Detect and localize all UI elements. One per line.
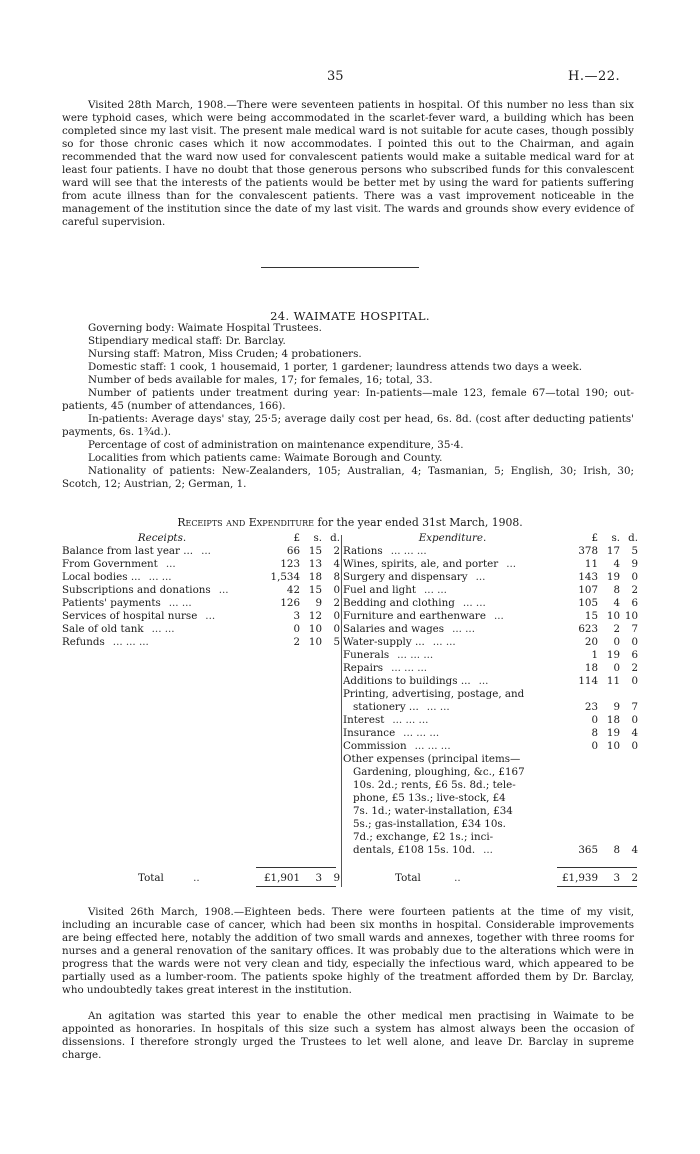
expenditure-pence: 0 [631, 571, 638, 583]
shillings-heading: s. [313, 532, 322, 544]
expenditure-table [343, 532, 638, 857]
receipts-leader-dots: ... [165, 558, 176, 570]
expenditure-row [343, 636, 638, 649]
expenditure-sum-rule [557, 867, 637, 868]
receipts-shillings: 13 [308, 558, 322, 570]
receipts-row [62, 545, 340, 558]
expenditure-leader-dots: ... ... ... [392, 714, 429, 726]
expenditure-row [343, 675, 638, 688]
expenditure-pence [620, 818, 638, 831]
receipts-total-label: Total [138, 872, 164, 884]
expenditure-leader-dots: ... ... [452, 623, 475, 635]
expenditure-row [343, 649, 638, 662]
expenditure-pence: 5 [631, 545, 638, 557]
receipts-leader-dots: ... [218, 584, 229, 596]
info-localities: Localities from which patients came: Waimate Borough and County. [88, 452, 443, 464]
previous-visit-paragraph: Visited 28th March, 1908.—There were seventeen patients in hospital. Of this number no less than six were typhoid cases, which were being accommodated in the scarlet-fever ward, a building which has been completed since my last visit. The present male medical ward is not suitable for acute cases, though possibly so for those chronic cases which it now accommodates. I pointed this out to the Chairman, and again recommended that the ward now used for convalescent patients would make a suitable medical ward for at least four patients. I have no doubt that those generous persons who subscribed funds for this convalescent ward will see that the interests of the patients would be better met by using the ward for patients suffering from acute illness than for the convalescent patients. There was a vast improvement noticeable in the management of the institution since the date of my last visit. The wards and grounds show every evidence of careful supervision. [62, 99, 634, 228]
document-reference: H.—22. [568, 69, 621, 84]
receipts-total-pounds: £1,901 [263, 872, 300, 884]
expenditure-pounds [562, 831, 598, 844]
expenditure-row [343, 792, 638, 805]
expenditure-pence [620, 805, 638, 818]
receipts-pence: 2 [333, 545, 340, 557]
expenditure-pounds: 15 [584, 610, 598, 622]
expenditure-shillings: 10 [606, 610, 620, 622]
expenditure-label: 7s. 1d.; water-installation, £34 [353, 805, 513, 817]
expenditure-total-rule [557, 886, 637, 887]
info-in-patients: In-patients: Average days' stay, 25·5; average daily cost per head, 6s. 8d. (cost after deducting patients' payments, 6s. 1¾d.). [62, 413, 634, 438]
section-divider [261, 267, 419, 268]
receipts-row [62, 610, 340, 623]
expenditure-pence: 10 [624, 610, 638, 622]
receipts-table [62, 532, 340, 649]
receipts-pounds: 2 [293, 636, 300, 648]
expenditure-pounds: 20 [584, 636, 598, 648]
expenditure-label: Interest [343, 714, 385, 726]
expenditure-pounds: 1 [591, 649, 598, 661]
expenditure-pence [620, 792, 638, 805]
receipts-row [62, 623, 340, 636]
receipts-label: Sale of old tank [62, 623, 144, 635]
expenditure-pounds: 107 [578, 584, 598, 596]
expenditure-shillings: 4 [613, 558, 620, 570]
receipts-shillings: 10 [308, 623, 322, 635]
expenditure-pence: 0 [631, 675, 638, 687]
receipts-heading: Receipts. [137, 532, 187, 544]
expenditure-shillings: 19 [606, 649, 620, 661]
expenditure-pounds [562, 753, 598, 766]
expenditure-label: Additions to buildings ... [343, 675, 471, 687]
expenditure-shillings: 17 [606, 545, 620, 557]
receipts-header-row [62, 532, 340, 545]
receipts-pence: 4 [333, 558, 340, 570]
expenditure-row [343, 584, 638, 597]
expenditure-pence [620, 753, 638, 766]
expenditure-pence: 4 [631, 844, 638, 856]
expenditure-pounds: 11 [584, 558, 598, 570]
receipts-label: Local bodies ... [62, 571, 141, 583]
receipts-leader-dots: ... ... [148, 571, 172, 583]
expenditure-pence: 7 [631, 623, 638, 635]
expenditure-shillings: 11 [606, 675, 620, 687]
receipts-pence: 8 [333, 571, 340, 583]
receipts-total-pence: 9 [333, 872, 340, 884]
expenditure-row [343, 623, 638, 636]
expenditure-shillings [598, 818, 620, 831]
expenditure-row [343, 831, 638, 844]
expenditure-row [343, 662, 638, 675]
pounds-heading: £ [293, 532, 300, 544]
expenditure-pounds: 143 [578, 571, 598, 583]
expenditure-row [343, 571, 638, 584]
receipts-total-rule [256, 886, 336, 887]
receipts-pence: 5 [333, 636, 340, 648]
expenditure-shillings: 19 [606, 727, 620, 739]
expenditure-shillings: 0 [613, 662, 620, 674]
expenditure-row [343, 740, 638, 753]
expenditure-leader-dots: ... ... [462, 597, 486, 609]
expenditure-pence [620, 831, 638, 844]
expenditure-shillings: 10 [606, 740, 620, 752]
receipts-row [62, 571, 340, 584]
expenditure-pounds: 0 [591, 714, 598, 726]
expenditure-pounds [562, 818, 598, 831]
receipts-label: From Government [62, 558, 158, 570]
receipts-pence: 2 [333, 597, 340, 609]
receipts-shillings: 10 [308, 636, 322, 648]
receipts-pounds: 0 [293, 623, 300, 635]
expenditure-shillings: 2 [613, 623, 620, 635]
expenditure-leader-dots: ... ... ... [390, 545, 427, 557]
accounts-title-rest: for the year ended 31st March, 1908. [314, 516, 523, 529]
receipts-label: Refunds [62, 636, 105, 648]
receipts-shillings: 15 [308, 584, 322, 596]
expenditure-pounds: 0 [591, 740, 598, 752]
expenditure-pounds: 365 [578, 844, 598, 856]
expenditure-heading: Expenditure. [418, 532, 487, 544]
receipts-label: Balance from last year ... [62, 545, 194, 557]
table-divider [341, 535, 342, 887]
info-governing-body: Governing body: Waimate Hospital Trustees. [88, 322, 322, 334]
receipts-row [62, 558, 340, 571]
info-patients: Number of patients under treatment during year: In-patients—male 123, female 67—total 190; out-patients, 45 (number of attendances, 166). [62, 387, 634, 412]
expenditure-row [343, 727, 638, 740]
expenditure-row [343, 779, 638, 792]
expenditure-shillings [598, 831, 620, 844]
expenditure-label: Water-supply ... [343, 636, 425, 648]
expenditure-pounds: 105 [578, 597, 598, 609]
expenditure-row [343, 610, 638, 623]
expenditure-leader-dots: ... ... ... [414, 740, 451, 752]
receipts-leader-dots: ... [201, 545, 211, 557]
expenditure-pence: 0 [631, 740, 638, 752]
expenditure-leader-dots: ... ... ... [397, 649, 434, 661]
expenditure-pence [620, 766, 638, 779]
expenditure-leader-dots: ... ... [426, 701, 450, 713]
expenditure-label: Other expenses (principal items— [343, 753, 521, 765]
expenditure-shillings: 0 [613, 636, 620, 648]
expenditure-shillings: 18 [606, 714, 620, 726]
expenditure-row [343, 818, 638, 831]
expenditure-shillings [598, 805, 620, 818]
expenditure-total-row [343, 872, 638, 885]
info-admin-cost: Percentage of cost of administration on maintenance expenditure, 35·4. [88, 439, 464, 451]
expenditure-pence: 0 [631, 636, 638, 648]
expenditure-pounds: 23 [584, 701, 598, 713]
expenditure-pence: 6 [631, 597, 638, 609]
expenditure-pence [620, 779, 638, 792]
expenditure-pounds [562, 779, 598, 792]
expenditure-total-shillings: 3 [613, 872, 620, 884]
visit-paragraph: Visited 26th March, 1908.—Eighteen beds. There were fourteen patients at the time of my visit, including an incurable case of cancer, which had been six months in hospital. Considerable improvements are being effected here, notably the addition of two small wards and annexes, together with three rooms for nurses and a general renovation of the sanitary offices. It was probably due to the alterations which were in progress that the wards were not very clean and tidy, especially the infectious ward, which appeared to be partially used as a lumber-room. The patients spoke highly of the treatment afforded them by Dr. Barclay, who undoubtedly takes great interest in the institution. [62, 906, 634, 996]
receipts-leader-dots: ... ... [151, 623, 175, 635]
expenditure-pence: 9 [631, 558, 638, 570]
receipts-row [62, 597, 340, 610]
expenditure-leader-dots: ... [475, 571, 486, 583]
receipts-pounds: 123 [280, 558, 300, 570]
expenditure-row [343, 597, 638, 610]
expenditure-pounds [562, 805, 598, 818]
receipts-label: Services of hospital nurse [62, 610, 198, 622]
receipts-pence: 0 [333, 623, 340, 635]
expenditure-shillings [598, 766, 620, 779]
expenditure-pounds [562, 792, 598, 805]
expenditure-pounds: 114 [578, 675, 598, 687]
expenditure-label: 10s. 2d.; rents, £6 5s. 8d.; tele- [353, 779, 516, 791]
receipts-pounds: 126 [280, 597, 300, 609]
expenditure-shillings [598, 792, 620, 805]
expenditure-row [343, 753, 638, 766]
receipts-pounds: 3 [293, 610, 300, 622]
receipts-total-row [62, 872, 340, 885]
info-medical-staff: Stipendiary medical staff: Dr. Barclay. [88, 335, 286, 347]
expenditure-shillings: 19 [606, 571, 620, 583]
receipts-sum-rule [256, 867, 336, 868]
expenditure-pence: 2 [631, 662, 638, 674]
accounts-title [0, 516, 700, 529]
expenditure-shillings: 9 [613, 701, 620, 713]
pounds-heading: £ [591, 532, 598, 544]
receipts-leader-dots: ... ... [168, 597, 192, 609]
expenditure-shillings [598, 779, 620, 792]
receipts-label: Subscriptions and donations [62, 584, 211, 596]
expenditure-total-pounds: £1,939 [562, 872, 599, 884]
receipts-shillings: 18 [308, 571, 322, 583]
expenditure-leader-dots: ... ... ... [391, 662, 428, 674]
expenditure-leader-dots: ... ... [424, 584, 447, 596]
expenditure-leader-dots: ... [493, 610, 504, 622]
expenditure-leader-dots: ... [478, 675, 489, 687]
expenditure-label: Commission [343, 740, 407, 752]
shillings-heading: s. [611, 532, 620, 544]
receipts-pence: 0 [333, 610, 340, 622]
expenditure-pounds: 378 [578, 545, 598, 557]
expenditure-shillings: 8 [613, 844, 620, 856]
pence-heading: d. [330, 532, 340, 544]
hospital-title: 24. WAIMATE HOSPITAL. [270, 309, 430, 323]
expenditure-label: Bedding and clothing [343, 597, 455, 609]
expenditure-label: Funerals [343, 649, 390, 661]
expenditure-label: Salaries and wages [343, 623, 445, 635]
receipts-pounds: 66 [286, 545, 300, 557]
expenditure-label: Wines, spirits, ale, and porter [343, 558, 499, 570]
receipts-shillings: 9 [315, 597, 322, 609]
expenditure-row [343, 805, 638, 818]
receipts-pounds: 42 [286, 584, 300, 596]
expenditure-leader-dots: ... ... [432, 636, 456, 648]
expenditure-label: Repairs [343, 662, 384, 674]
receipts-shillings: 15 [308, 545, 322, 557]
expenditure-label: 5s.; gas-installation, £34 10s. [353, 818, 506, 830]
receipts-total-dots: .. [193, 872, 200, 884]
info-beds: Number of beds available for males, 17; for females, 16; total, 33. [88, 374, 433, 386]
expenditure-label: Fuel and light [343, 584, 417, 596]
expenditure-pence: 7 [631, 701, 638, 713]
expenditure-row [343, 558, 638, 571]
expenditure-row [343, 701, 638, 714]
hospital-info-list [62, 322, 634, 491]
expenditure-row [343, 844, 638, 857]
expenditure-rows [343, 545, 638, 857]
expenditure-label: Furniture and earthenware [343, 610, 486, 622]
expenditure-row [343, 688, 638, 701]
expenditure-shillings: 4 [613, 597, 620, 609]
receipts-leader-dots: ... ... ... [112, 636, 149, 648]
accounts-title-main: Receipts and Expenditure [177, 516, 315, 529]
expenditure-label: Rations [343, 545, 383, 557]
info-nationality: Nationality of patients: New-Zealanders, 105; Australian, 4; Tasmanian, 5; English, 30; Irish, 30; Scotch, 12; Austrian, 2; German, 1. [62, 465, 634, 490]
receipts-shillings: 12 [308, 610, 322, 622]
expenditure-label: 7d.; exchange, £2 1s.; inci- [353, 831, 494, 843]
expenditure-leader-dots: ... ... ... [403, 727, 440, 739]
expenditure-total-pence: 2 [631, 872, 638, 884]
expenditure-leader-dots: ... [483, 844, 493, 856]
info-domestic-staff: Domestic staff: 1 cook, 1 housemaid, 1 porter, 1 gardener; laundress attends two days a week. [88, 361, 583, 373]
pence-heading: d. [628, 532, 638, 544]
expenditure-shillings [598, 753, 620, 766]
receipts-pounds: 1,534 [270, 571, 300, 583]
receipts-label: Patients' payments [62, 597, 161, 609]
expenditure-row [343, 545, 638, 558]
expenditure-label: Printing, advertising, postage, and [343, 688, 525, 700]
expenditure-label: Surgery and dispensary [343, 571, 468, 583]
expenditure-pence [620, 688, 638, 701]
expenditure-label: Gardening, ploughing, &c., £167 [353, 766, 525, 778]
expenditure-pounds: 18 [584, 662, 598, 674]
receipts-total-shillings: 3 [315, 872, 322, 884]
expenditure-total-label: Total [395, 872, 421, 884]
expenditure-pounds: 623 [578, 623, 598, 635]
expenditure-header-row [343, 532, 638, 545]
expenditure-label: stationery ... [353, 701, 419, 713]
receipts-row [62, 584, 340, 597]
receipts-pence: 0 [333, 584, 340, 596]
expenditure-row [343, 766, 638, 779]
info-nursing-staff: Nursing staff: Matron, Miss Cruden; 4 probationers. [88, 348, 362, 360]
expenditure-label: Insurance [343, 727, 396, 739]
expenditure-label: phone, £5 13s.; live-stock, £4 [353, 792, 506, 804]
expenditure-pence: 0 [631, 714, 638, 726]
agitation-paragraph: An agitation was started this year to enable the other medical men practising in Waimate to be appointed as honoraries. In hospitals of this size such a system has almost always been the occasion of dissensions. I therefore strongly urged the Trustees to let well alone, and leave Dr. Barclay in supreme charge. [62, 1010, 634, 1061]
expenditure-pounds [562, 766, 598, 779]
expenditure-pence: 2 [631, 584, 638, 596]
receipts-row [62, 636, 340, 649]
expenditure-shillings: 8 [613, 584, 620, 596]
expenditure-pounds [562, 688, 598, 701]
expenditure-total-dots: .. [454, 872, 461, 884]
expenditure-pence: 4 [631, 727, 638, 739]
page-number: 35 [327, 69, 344, 84]
receipts-rows [62, 545, 340, 649]
expenditure-label: dentals, £108 15s. 10d. [353, 844, 476, 856]
expenditure-row [343, 714, 638, 727]
expenditure-pounds: 8 [591, 727, 598, 739]
expenditure-leader-dots: ... [506, 558, 517, 570]
receipts-leader-dots: ... [205, 610, 216, 622]
expenditure-pence: 6 [631, 649, 638, 661]
expenditure-shillings [598, 688, 620, 701]
